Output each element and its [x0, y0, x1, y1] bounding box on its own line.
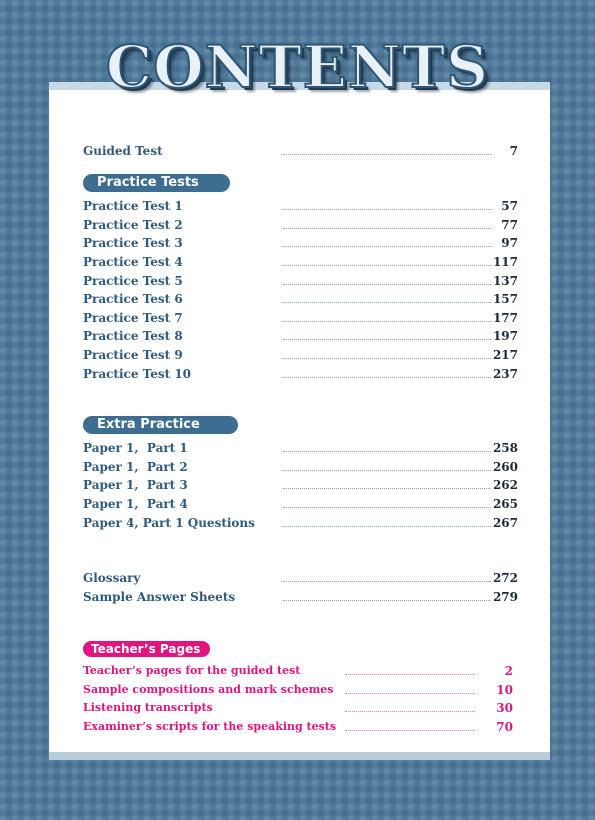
- toc-entry-label: Paper 1, Part 3: [83, 478, 188, 492]
- toc-entry-practice-test-9[interactable]: [83, 348, 518, 366]
- toc-entry-page: 279: [492, 590, 518, 604]
- toc-entry-label: Practice Test 7: [83, 311, 183, 325]
- toc-entry-label: Practice Test 9: [83, 348, 183, 362]
- section-heading-extra-practice: Extra Practice: [83, 416, 238, 434]
- toc-entry-label: Paper 1, Part 1: [83, 441, 188, 455]
- toc-entry-label: Practice Test 3: [83, 236, 183, 250]
- toc-entry-label: Practice Test 8: [83, 329, 183, 343]
- toc-entry-label: Paper 1, Part 2: [83, 460, 188, 474]
- toc-entry-page: 7: [509, 144, 518, 158]
- toc-entry-guided-test[interactable]: [83, 144, 518, 162]
- toc-entry-practice-test-1[interactable]: [83, 199, 518, 217]
- toc-entry-examiners-scripts[interactable]: [83, 720, 513, 738]
- toc-entry-page: 258: [492, 441, 518, 455]
- toc-entry-page: 117: [492, 255, 518, 269]
- dot-leader: [283, 377, 491, 378]
- toc-entry-label: Teacher’s pages for the guided test: [83, 664, 301, 677]
- toc-entry-page: 137: [492, 274, 518, 288]
- dot-leader: [283, 470, 491, 471]
- toc-entry-page: 217: [492, 348, 518, 362]
- toc-entry-page: 97: [501, 236, 518, 250]
- dot-leader: [283, 339, 491, 340]
- toc-entry-page: 30: [496, 701, 513, 715]
- dot-leader: [283, 265, 491, 266]
- toc-entry-paper1-part1[interactable]: [83, 441, 518, 459]
- dot-leader: [283, 488, 491, 489]
- toc-entry-page: 265: [492, 497, 518, 511]
- toc-entry-label: Practice Test 5: [83, 274, 183, 288]
- toc-entry-page: 237: [492, 367, 518, 381]
- dot-leader: [345, 674, 475, 675]
- dot-leader: [345, 693, 475, 694]
- toc-entry-practice-test-3[interactable]: [83, 236, 518, 254]
- toc-entry-page: 2: [504, 664, 513, 678]
- toc-entry-label: Practice Test 10: [83, 367, 192, 381]
- dot-leader: [283, 246, 491, 247]
- toc-entry-page: 177: [492, 311, 518, 325]
- dot-leader: [283, 526, 491, 527]
- toc-entry-label: Glossary: [83, 571, 141, 585]
- toc-entry-page: 262: [492, 478, 518, 492]
- toc-entry-practice-test-5[interactable]: [83, 274, 518, 292]
- toc-entry-paper1-part4[interactable]: [83, 497, 518, 515]
- toc-entry-label: Practice Test 1: [83, 199, 183, 213]
- toc-entry-practice-test-8[interactable]: [83, 329, 518, 347]
- dot-leader: [283, 507, 491, 508]
- toc-entry-listening-transcripts[interactable]: [83, 701, 513, 719]
- toc-entry-teachers-guided[interactable]: [83, 664, 513, 682]
- toc-entry-page: 197: [492, 329, 518, 343]
- panel-bottom-band: [49, 752, 550, 760]
- dot-leader: [283, 321, 491, 322]
- toc-entry-practice-test-7[interactable]: [83, 311, 518, 329]
- toc-entry-label: Listening transcripts: [83, 701, 213, 714]
- toc-entry-label: Sample Answer Sheets: [83, 590, 236, 604]
- section-heading-teachers-pages: Teacher’s Pages: [83, 641, 210, 657]
- toc-entry-label: Guided Test: [83, 144, 163, 158]
- toc-entry-label: Paper 4, Part 1 Questions: [83, 516, 255, 530]
- toc-entry-glossary[interactable]: [83, 571, 518, 589]
- toc-entry-page: 260: [492, 460, 518, 474]
- toc-entry-page: 70: [496, 720, 513, 734]
- dot-leader: [283, 228, 491, 229]
- toc-entry-page: 157: [492, 292, 518, 306]
- toc-entry-page: 77: [501, 218, 518, 232]
- toc-entry-paper1-part2[interactable]: [83, 460, 518, 478]
- toc-entry-paper1-part3[interactable]: [83, 478, 518, 496]
- toc-entry-page: 267: [492, 516, 518, 530]
- page-title: CONTENTS: [105, 33, 490, 101]
- toc-entry-page: 10: [496, 683, 513, 697]
- toc-entry-label: Examiner’s scripts for the speaking tests: [83, 720, 337, 733]
- toc-entry-paper4-part1[interactable]: [83, 516, 518, 534]
- toc-entry-practice-test-4[interactable]: [83, 255, 518, 273]
- toc-entry-practice-test-6[interactable]: [83, 292, 518, 310]
- toc-entry-page: 272: [492, 571, 518, 585]
- toc-entry-label: Sample compositions and mark schemes: [83, 683, 334, 696]
- dot-leader: [283, 581, 491, 582]
- dot-leader: [283, 302, 491, 303]
- dot-leader: [283, 284, 491, 285]
- dot-leader: [283, 209, 491, 210]
- toc-entry-label: Practice Test 2: [83, 218, 183, 232]
- dot-leader: [283, 600, 491, 601]
- dot-leader: [345, 730, 475, 731]
- toc-entry-practice-test-10[interactable]: [83, 367, 518, 385]
- toc-entry-practice-test-2[interactable]: [83, 218, 518, 236]
- toc-entry-label: Practice Test 4: [83, 255, 183, 269]
- section-heading-practice-tests: Practice Tests: [83, 174, 230, 192]
- toc-entry-sample-compositions[interactable]: [83, 683, 513, 701]
- dot-leader: [345, 711, 475, 712]
- dot-leader: [283, 358, 491, 359]
- toc-entry-label: Practice Test 6: [83, 292, 183, 306]
- toc-entry-sample-answer-sheets[interactable]: [83, 590, 518, 608]
- dot-leader: [283, 451, 491, 452]
- toc-entry-page: 57: [501, 199, 518, 213]
- dot-leader: [283, 154, 491, 155]
- toc-entry-label: Paper 1, Part 4: [83, 497, 188, 511]
